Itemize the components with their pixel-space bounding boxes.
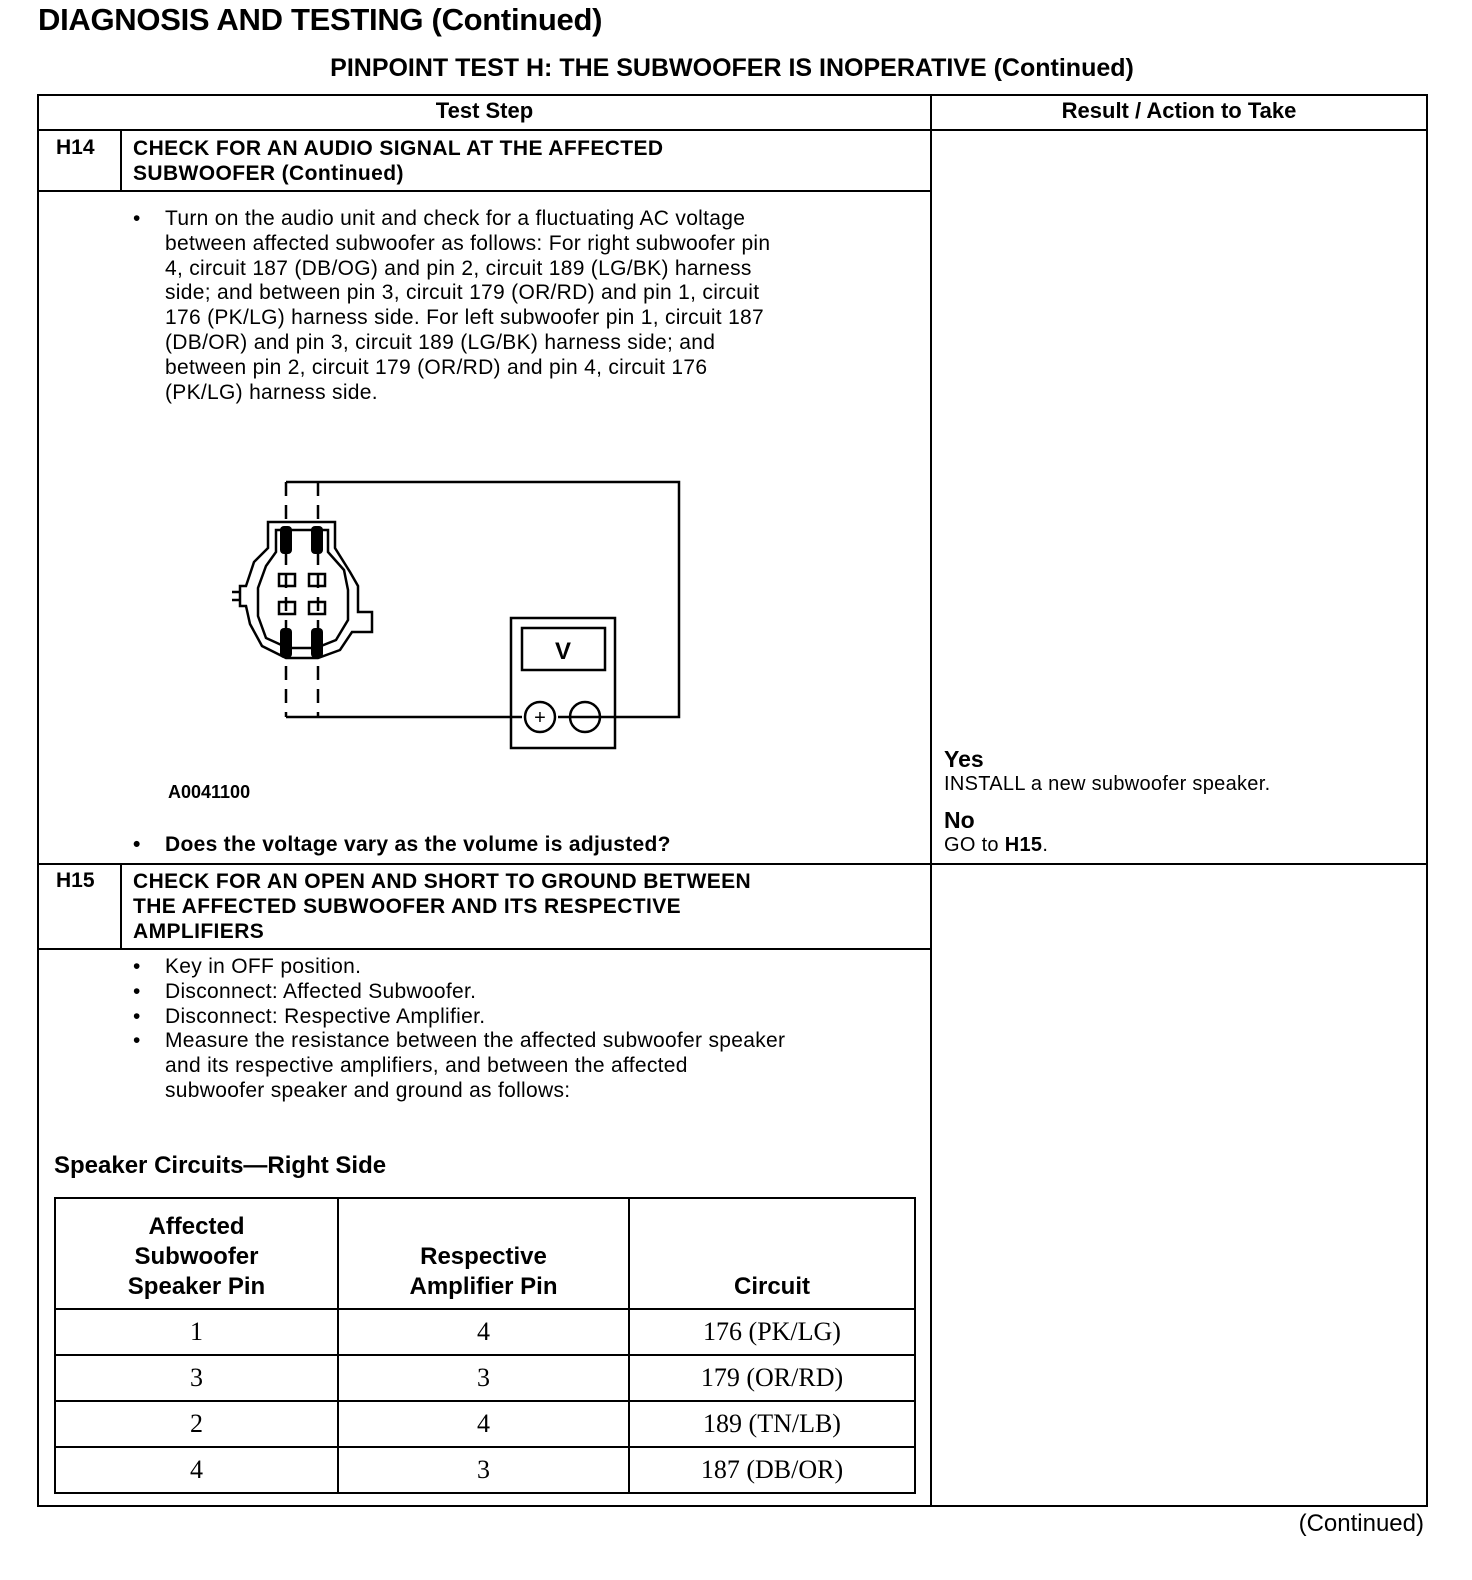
table-row: 4 3 187 (DB/OR): [55, 1447, 915, 1493]
step-id-h15: H15: [56, 869, 95, 892]
header-circuit: Circuit: [629, 1198, 915, 1309]
bullet-icon: •: [133, 979, 141, 1003]
goto-h15-link[interactable]: H15: [1004, 834, 1043, 856]
column-header-result: Result / Action to Take: [1061, 98, 1297, 123]
bullet-icon: •: [133, 1004, 141, 1028]
bullet-icon: •: [133, 207, 141, 230]
header-affected-pin: Affected Subwoofer Speaker Pin: [55, 1198, 338, 1309]
bullet-icon: •: [133, 1029, 141, 1053]
pinpoint-test-title: PINPOINT TEST H: THE SUBWOOFER IS INOPERATIVE (Continued): [330, 54, 1134, 82]
result-no: No GO to H15.: [944, 807, 1049, 856]
h14-instruction: • Turn on the audio unit and check for a fluctuating AC voltage between affected subwoofer as follows: For right subwoofer pin 4, circuit 187 (DB/OG) and pin 2, circuit 189 (LG/BK) harness side; and between pin 3, circuit 179 (OR/RD) and pin 1, circuit 176 (PK/LG) harness side. For left subwoofer pin 1, circuit 187 (DB/OR) and pin 3, circuit 189 (LG/BK) harness side; and between pin 2, circuit 179 (OR/RD) and pin 4, circuit 176 (PK/LG) harness side.: [127, 207, 927, 405]
step-title-h14: CHECK FOR AN AUDIO SIGNAL AT THE AFFECTED SUBWOOFER (Continued): [133, 137, 664, 185]
bullet-icon: •: [133, 833, 141, 856]
plus-terminal-icon: +: [534, 707, 546, 729]
table-row: 1 4 176 (PK/LG): [55, 1309, 915, 1355]
h14-question: • Does the voltage vary as the volume is adjusted?: [127, 833, 671, 857]
header-amplifier-pin: Respective Amplifier Pin: [338, 1198, 629, 1309]
voltmeter-connector-diagram: [230, 470, 700, 760]
h15-instructions: • Key in OFF position. • Disconnect: Affected Subwoofer. • Disconnect: Respective Amplifier. • Measure the resistance between the affected subwoofer speaker and its respective amplifiers, and between the affected subwoofer speaker and ground as follows:: [127, 955, 927, 1104]
page-title: DIAGNOSIS AND TESTING (Continued): [38, 2, 603, 37]
minus-terminal-icon: −: [579, 707, 591, 729]
speaker-circuits-table: [54, 1197, 916, 1494]
bullet-icon: •: [133, 955, 141, 978]
result-yes: Yes INSTALL a new subwoofer speaker.: [944, 746, 1271, 795]
step-id-h14: H14: [56, 136, 95, 159]
table-row: 2 4 189 (TN/LB): [55, 1401, 915, 1447]
meter-label: V: [554, 638, 572, 665]
column-header-test-step: Test Step: [435, 98, 534, 123]
figure-id: A0041100: [168, 782, 251, 802]
table-row: 3 3 179 (OR/RD): [55, 1355, 915, 1401]
continued-footer: (Continued): [1298, 1510, 1424, 1537]
speaker-circuits-table-title: Speaker Circuits—Right Side: [54, 1152, 387, 1179]
step-title-h15: CHECK FOR AN OPEN AND SHORT TO GROUND BETWEEN THE AFFECTED SUBWOOFER AND ITS RESPECTIVE AMPLIFIERS: [133, 870, 752, 943]
